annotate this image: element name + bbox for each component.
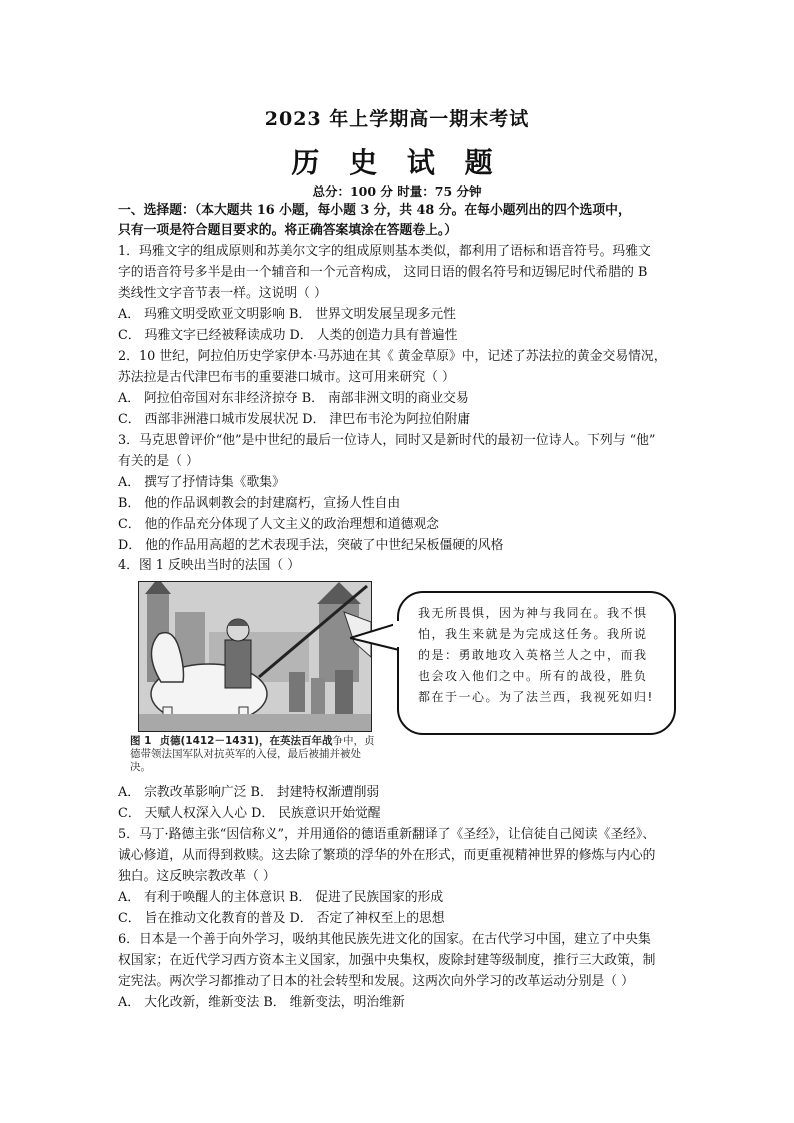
q1-options-cd: C． 玛雅文字已经被释读成功 D． 人类的创造力具有普遍性 [118,328,458,343]
speech-bubble-text: 我无所畏惧，因为神与我同在。我不惧怕，我生来就是为完成这任务。我所说的是：勇敢地攻入英格兰人之中，而我也会攻入他们之中。所有的战役，胜负都在于一心。为了法兰西，我视死如归! [418,606,654,704]
section-instruction-2: 只有一项是符合题目要求的。将正确答案填涂在答题卷上。） [118,223,458,238]
q5-stem-2: 诚心修道，从而得到救赎。这去除了繁琐的浮华的外在形式，而更重视精神世界的修炼与内心的 [118,848,656,863]
figure-caption-rest: 争中，贞德带领法国军队对抗英军的入侵，最后被捕并被处决。 [130,735,375,773]
q5-stem-3: 独白。这反映宗教改革（ ） [118,869,276,884]
section-instruction-1: 一、选择题：（本大题共 16 小题，每小题 3 分，共 48 分。在每小题列出的四个选项中， [118,203,631,218]
q3-option-a: A． 撰写了抒情诗集《歌集》 [118,475,285,490]
q6-stem-2: 权国家；在近代学习西方资本主义国家，加强中央集权，废除封建等级制度，推行三大政策，制 [118,953,656,968]
joan-of-arc-illustration [138,581,372,732]
q2-options-ab: A． 阿拉伯帝国对东非经济掠夺 B． 南部非洲文明的商业交易 [118,391,469,406]
q5-options-cd: C． 旨在推动文化教育的普及 D． 否定了神权至上的思想 [118,911,445,926]
exam-meta: 总分：100 分 时量：75 分钟 [312,184,482,199]
q3-option-b: B． 他的作品讽刺教会的封建腐朽，宣扬人性自由 [118,496,401,511]
figure-caption [130,735,380,774]
q6-options-ab: A． 大化改新，维新变法 B． 维新变法，明治维新 [118,995,405,1010]
q2-stem-2: 苏法拉是古代津巴布韦的重要港口城市。这可用来研究（ ） [118,370,455,385]
figure-number: 图 1 [130,735,152,747]
q1-options-ab: A． 玛雅文明受欧亚文明影响 B． 世界文明发展呈现多元性 [118,307,456,322]
q4-stem: 4．图 1 反映出当时的法国（ ） [118,558,301,573]
subject-title: 历 史 试 题 [291,146,503,179]
q1-stem-1: 1．玛雅文字的组成原则和苏美尔文字的组成原则基本类似，都利用了语标和语音符号。玛雅文 [118,244,651,259]
q1-stem-2: 字的语音符号多半是由一个辅音和一个元音构成， 这同日语的假名符号和迈锡尼时代希腊的 B [118,265,648,280]
q5-options-ab: A． 有利于唤醒人的主体意识 B． 促进了民族国家的形成 [118,890,444,905]
q3-stem-2: 有关的是（ ） [118,454,199,469]
q6-stem-1: 6．日本是一个善于向外学习，吸纳其他民族先进文化的国家。在古代学习中国，建立了中央集 [118,932,651,947]
speech-bubble-joint [393,619,403,651]
q4-options-ab: A． 宗教改革影响广泛 B． 封建特权渐遭削弱 [118,785,380,800]
q3-stem-1: 3．马克思曾评价“他”是中世纪的最后一位诗人，同时又是新时代的最初一位诗人。下列与 “他” [118,433,656,448]
q2-stem-1: 2．10 世纪，阿拉伯历史学家伊本·马苏迪在其《 黄金草原》中，记述了苏法拉的黄金交易情况， [118,349,667,364]
q3-option-d: D． 他的作品用高超的艺术表现手法，突破了中世纪呆板僵硬的风格 [118,538,504,553]
q5-stem-1: 5．马丁·路德主张“因信称义”，并用通俗的德语重新翻译了《圣经》，让信徒自己阅读《圣经》、 [118,827,656,842]
q1-stem-3: 类线性文字音节表一样。这说明（ ） [118,286,327,301]
q6-stem-3: 定宪法。两次学习都推动了日本的社会转型和发展。这两次向外学习的改革运动分别是（ ） [118,974,634,989]
exam-title: 2023 年上学期高一期末考试 [264,108,530,130]
q4-options-cd: C． 天赋人权深入人心 D． 民族意识开始觉醒 [118,806,381,821]
q3-option-c: C． 他的作品充分体现了人文主义的政治理想和道德观念 [118,517,439,532]
q2-options-cd: C． 西部非洲港口城市发展状况 D． 津巴布韦沦为阿拉伯附庸 [118,412,471,427]
figure-caption-main: 贞德(1412－1431)，在英法百年战 [159,735,333,747]
